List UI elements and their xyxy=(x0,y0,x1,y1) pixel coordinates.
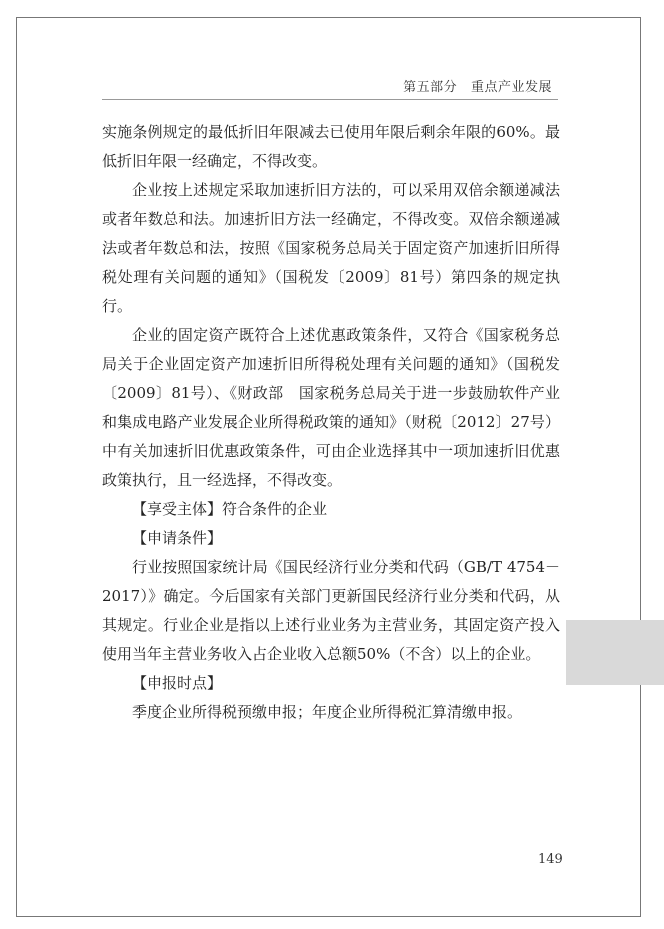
section-heading: 【申请条件】 xyxy=(132,529,223,547)
paragraph: 企业的固定资产既符合上述优惠政策条件，又符合《国家税务总局关于企业固定资产加速折旧所得税处理有关问题的通知》（国税发〔2009〕81号）、《财政部 国家税务总局关于进一步鼓励软件产业和集成电路产业发展企业所得税政策的通知》（财税〔2012〕27号）中有关加速折旧优惠政策条件，可由企业选择其中一项加速折旧优惠政策执行，且一经选择，不得改变。 xyxy=(102,326,560,489)
paragraph: 行业按照国家统计局《国民经济行业分类和代码（GB/T 4754－2017）》确定。今后国家有关部门更新国民经济行业分类和代码，从其规定。行业企业是指以上述行业业务为主营业务，其固定资产投入使用当年主营业务收入占企业收入总额50%（不含）以上的企业。 xyxy=(102,558,560,663)
body-text xyxy=(102,118,560,727)
header-part: 第五部分 xyxy=(403,80,458,95)
paragraph: 企业按上述规定采取加速折旧方法的，可以采用双倍余额递减法或者年数总和法。加速折旧方法一经确定，不得改变。双倍余额递减法或者年数总和法，按照《国家税务总局关于固定资产加速折旧所得税处理有关问题的通知》（国税发〔2009〕81号）第四条的规定执行。 xyxy=(102,181,560,315)
section-heading: 【申报时点】 xyxy=(132,674,223,692)
page-number: 149 xyxy=(538,852,563,867)
paragraph: 季度企业所得税预缴申报；年度企业所得税汇算清缴申报。 xyxy=(132,703,523,721)
side-thumb-tab xyxy=(566,620,664,685)
section-heading: 【享受主体】符合条件的企业 xyxy=(132,500,328,518)
header-divider xyxy=(102,99,558,100)
header-section: 重点产业发展 xyxy=(470,80,552,95)
paragraph: 实施条例规定的最低折旧年限减去已使用年限后剩余年限的60%。最低折旧年限一经确定，不得改变。 xyxy=(102,123,560,170)
running-header xyxy=(403,76,552,95)
